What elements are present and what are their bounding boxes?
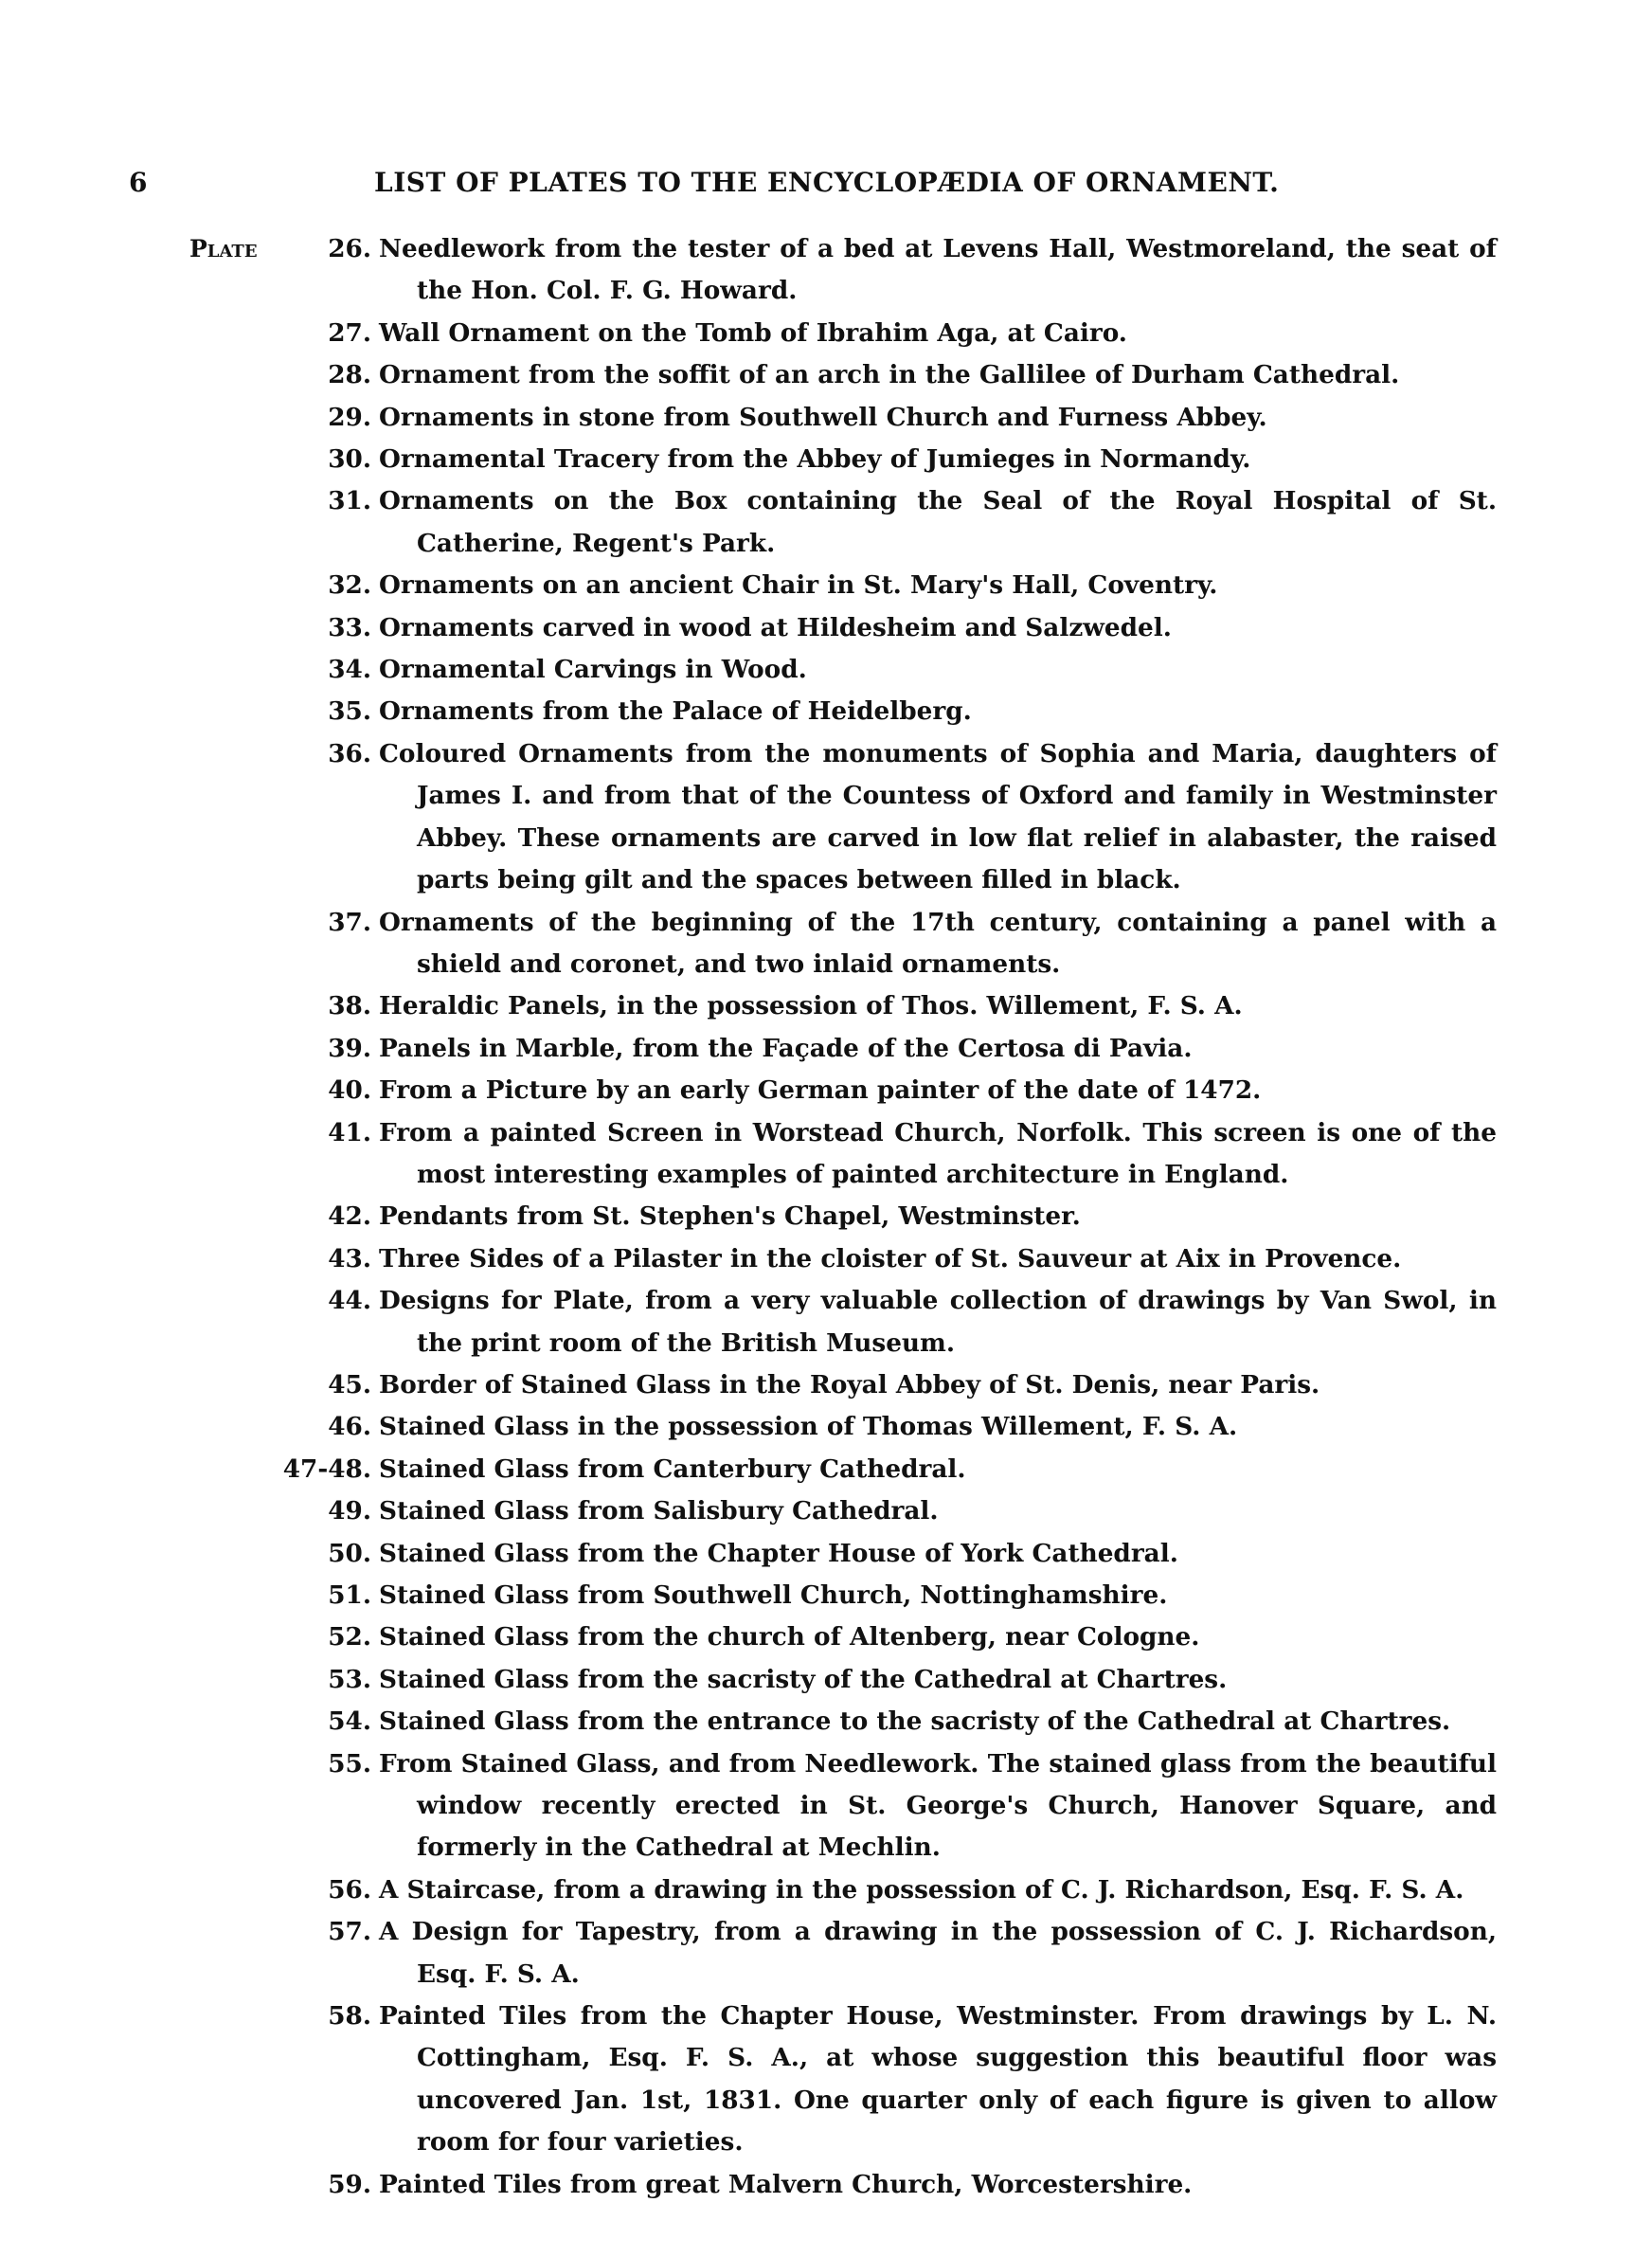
plate-description: Ornaments on an ancient Chair in St. Mary's Hall, Coventry. <box>379 570 1218 601</box>
plate-number: 41. <box>328 1117 371 1147</box>
plate-description: Painted Tiles from great Malvern Church, Worcestershire. <box>379 2169 1193 2199</box>
plate-description: From Stained Glass, and from Needlework. The stained glass from the beautiful window recently erected in St. George's Church, Hanover Square, and formerly in the Cathedral at Mechlin. <box>379 1748 1497 1863</box>
plate-entry <box>189 691 1497 732</box>
plate-number: 34. <box>328 655 371 685</box>
plate-number: 42. <box>328 1201 371 1232</box>
plate-entry <box>189 733 1497 902</box>
plate-description: Ornaments on the Box containing the Seal of the Royal Hospital of St. Catherine, Regent's Park. <box>379 486 1497 558</box>
plate-description: Stained Glass from Canterbury Cathedral. <box>379 1454 966 1484</box>
plate-number: 59. <box>328 2169 371 2199</box>
plate-description: Ornamental Tracery from the Abbey of Jumieges in Normandy. <box>379 444 1251 475</box>
plate-number: 54. <box>328 1706 371 1737</box>
plate-description: Stained Glass in the possession of Thomas Willement, F. S. A. <box>379 1412 1238 1442</box>
plate-description: Heraldic Panels, in the possession of Thos. Willement, F. S. A. <box>379 991 1243 1021</box>
plate-entry <box>189 1995 1497 2164</box>
plate-number: 36. <box>328 738 371 768</box>
plate-description: Ornaments in stone from Southwell Church and Furness Abbey. <box>379 402 1267 432</box>
plate-number: 53. <box>328 1664 371 1694</box>
plate-description: From a painted Screen in Worstead Church, Norfolk. This screen is one of the most interesting examples of painted architecture in England. <box>379 1117 1497 1189</box>
plate-entry <box>189 1406 1497 1448</box>
plate-entry <box>189 565 1497 606</box>
plate-description: A Staircase, from a drawing in the possession of C. J. Richardson, Esq. F. S. A. <box>379 1874 1464 1905</box>
plate-description: Stained Glass from Salisbury Cathedral. <box>379 1496 939 1526</box>
plate-number: 33. <box>328 612 371 642</box>
plate-entry <box>189 2164 1497 2206</box>
plate-entry <box>189 1028 1497 1070</box>
plate-entry <box>189 985 1497 1027</box>
plate-entry <box>189 1659 1497 1701</box>
plate-description: Stained Glass from the sacristy of the Cathedral at Chartres. <box>379 1664 1228 1694</box>
plate-number: 52. <box>328 1622 371 1652</box>
plate-entry <box>189 649 1497 691</box>
plate-description: From a Picture by an early German painter of the date of 1472. <box>379 1075 1262 1106</box>
plate-description: Needlework from the tester of a bed at Levens Hall, Westmoreland, the seat of the Hon. Col. F. G. Howard. <box>379 234 1497 306</box>
plate-entry <box>189 1196 1497 1237</box>
plate-entry <box>189 1070 1497 1111</box>
plate-entry <box>189 1238 1497 1280</box>
plate-number: 55. <box>328 1748 371 1779</box>
plate-entry <box>189 228 1497 313</box>
plate-description: Three Sides of a Pilaster in the cloister of St. Sauveur at Aix in Provence. <box>379 1243 1402 1273</box>
plate-description: Stained Glass from Southwell Church, Nottinghamshire. <box>379 1580 1168 1610</box>
plate-number: 26. <box>328 234 371 263</box>
plate-description: Ornaments from the Palace of Heidelberg. <box>379 696 972 727</box>
plate-entry <box>189 1616 1497 1658</box>
plate-description: Painted Tiles from the Chapter House, Westminster. From drawings by L. N. Cottingham, Esq. F. S. A., at whose suggestion this beautiful floor was uncovered Jan. 1st, 1831. One quarter only of each figure is given to allow room for four varieties. <box>379 2001 1497 2158</box>
plate-number: 51. <box>328 1580 371 1610</box>
plate-number: 47-48. <box>282 1454 371 1484</box>
plate-number: 43. <box>328 1243 371 1273</box>
plate-number: 58. <box>328 2001 371 2031</box>
plate-entry <box>189 1490 1497 1532</box>
running-head: LIST OF PLATES TO THE ENCYCLOPÆDIA OF ORNAMENT. <box>374 167 1280 198</box>
plate-description: A Design for Tapestry, from a drawing in the possession of C. J. Richardson, Esq. F. S. A. <box>379 1917 1497 1989</box>
plate-description: Pendants from St. Stephen's Chapel, Westminster. <box>379 1201 1081 1232</box>
plate-number: 46. <box>328 1412 371 1442</box>
plate-number: 29. <box>328 402 371 432</box>
plate-description: Designs for Plate, from a very valuable collection of drawings by Van Swol, in the print room of the British Museum. <box>379 1286 1497 1358</box>
plate-description: Panels in Marble, from the Façade of the Certosa di Pavia. <box>379 1033 1193 1063</box>
plate-entry <box>189 1575 1497 1616</box>
plate-entry <box>189 1911 1497 1995</box>
plate-description: Stained Glass from the Chapter House of York Cathedral. <box>379 1538 1178 1568</box>
plate-entry <box>189 1449 1497 1490</box>
plate-entry <box>189 1533 1497 1575</box>
plate-number: 57. <box>328 1917 371 1947</box>
plate-number: 56. <box>328 1874 371 1905</box>
plate-number: 50. <box>328 1538 371 1568</box>
plate-number: 37. <box>328 907 371 937</box>
plate-prefix: Plate <box>189 235 258 262</box>
plate-number: 31. <box>328 486 371 516</box>
plate-entry <box>189 1112 1497 1197</box>
plate-entry <box>189 1364 1497 1406</box>
plate-number: 35. <box>328 696 371 727</box>
plate-entry <box>189 1869 1497 1911</box>
plate-description: Ornament from the soffit of an arch in the Gallilee of Durham Cathedral. <box>379 360 1400 390</box>
plate-number: 49. <box>328 1496 371 1526</box>
plate-number: 40. <box>328 1075 371 1106</box>
plate-description: Stained Glass from the church of Altenberg, near Cologne. <box>379 1622 1200 1652</box>
plate-number: 44. <box>328 1286 371 1316</box>
plate-description: Wall Ornament on the Tomb of Ibrahim Aga, at Cairo. <box>379 317 1127 348</box>
plate-description: Ornamental Carvings in Wood. <box>379 655 807 685</box>
plate-entry <box>189 397 1497 439</box>
plate-number: 32. <box>328 570 371 601</box>
plate-entry <box>189 1280 1497 1364</box>
plate-entry <box>189 354 1497 396</box>
page-number: 6 <box>129 167 148 198</box>
plate-number: 38. <box>328 991 371 1021</box>
plate-number: 30. <box>328 444 371 475</box>
plate-entry <box>189 902 1497 986</box>
plate-entry <box>189 1743 1497 1869</box>
plate-entry <box>189 607 1497 649</box>
plate-description: Border of Stained Glass in the Royal Abbey of St. Denis, near Paris. <box>379 1369 1320 1399</box>
plate-entry <box>189 313 1497 354</box>
plate-description: Stained Glass from the entrance to the sacristy of the Cathedral at Chartres. <box>379 1706 1451 1737</box>
plate-entry <box>189 439 1497 480</box>
plate-number: 39. <box>328 1033 371 1063</box>
plate-number: 45. <box>328 1369 371 1399</box>
plate-number: 28. <box>328 360 371 390</box>
plate-entry <box>189 480 1497 565</box>
plate-entry <box>189 1701 1497 1742</box>
plate-description: Coloured Ornaments from the monuments of Sophia and Maria, daughters of James I. and from that of the Countess of Oxford and family in Westminster Abbey. These ornaments are carved in low flat relief in alabaster, the raised parts being gilt and the spaces between filled in black. <box>379 738 1497 895</box>
plate-description: Ornaments carved in wood at Hildesheim and Salzwedel. <box>379 612 1172 642</box>
plate-list <box>189 228 1497 2206</box>
plate-number: 27. <box>328 317 371 348</box>
plate-description: Ornaments of the beginning of the 17th century, containing a panel with a shield and coronet, and two inlaid ornaments. <box>379 907 1497 979</box>
